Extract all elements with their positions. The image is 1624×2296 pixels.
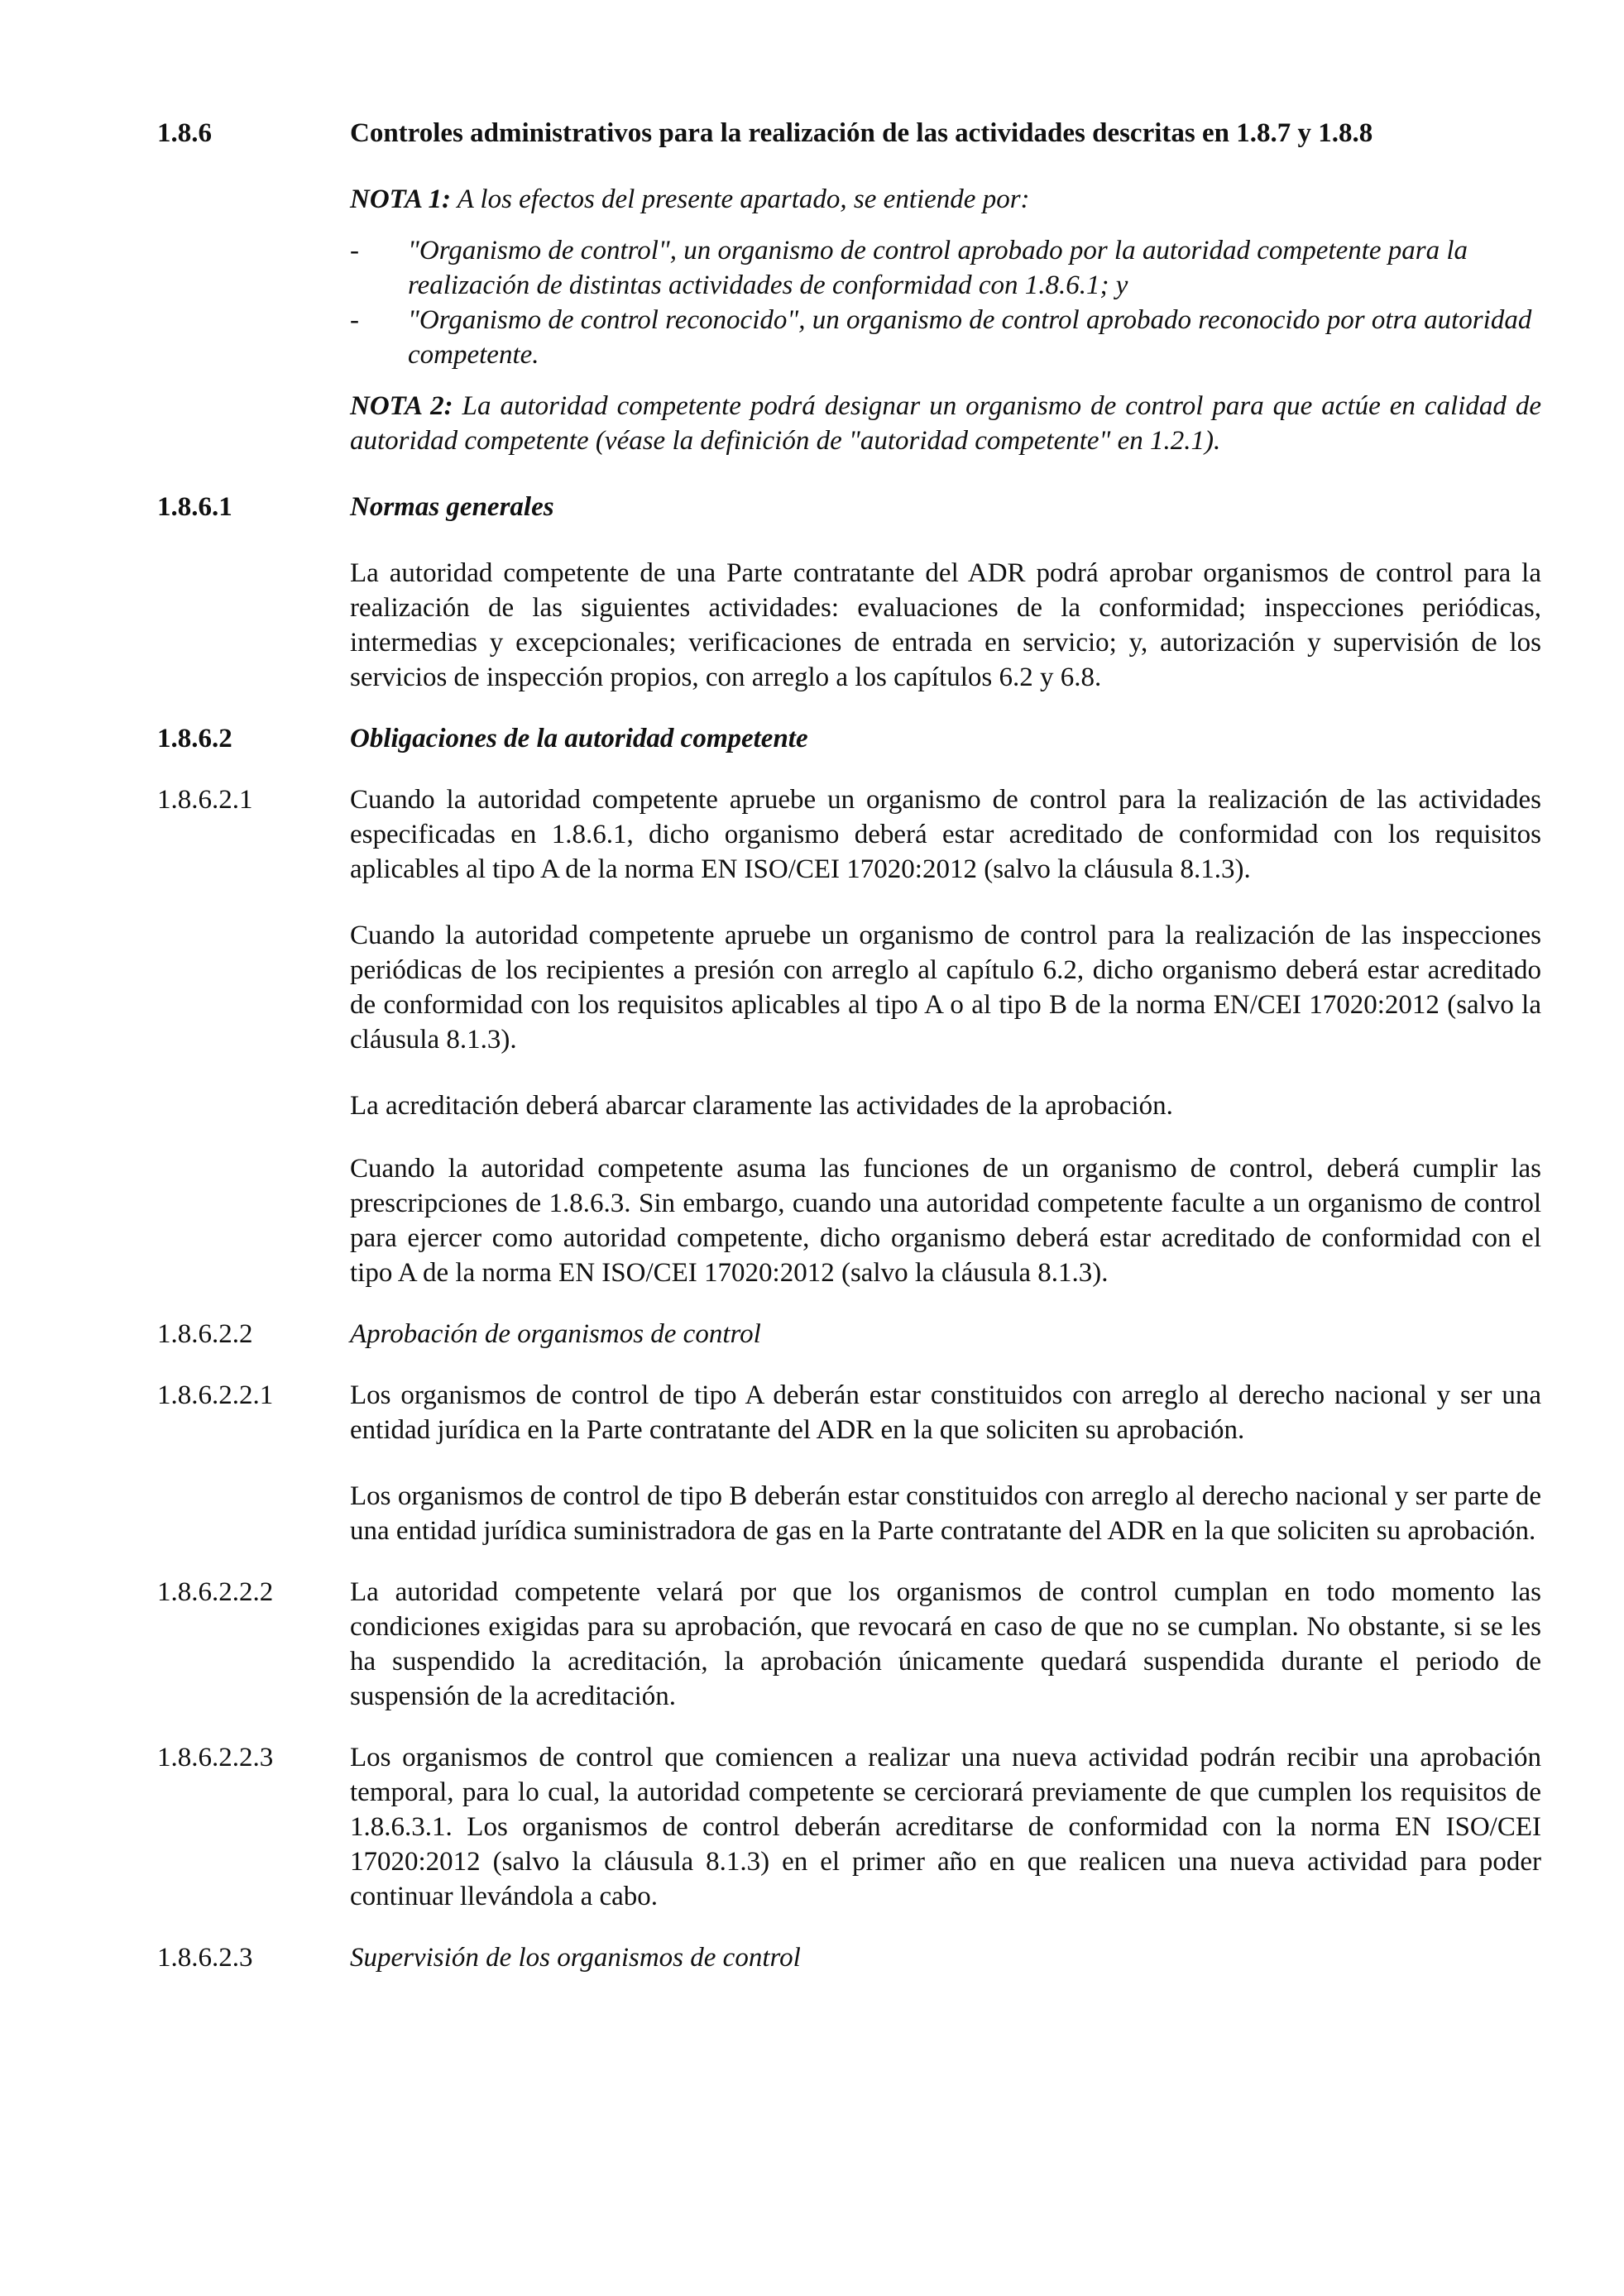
section-number: 1.8.6.2.2.2 — [157, 1577, 274, 1607]
section-number: 1.8.6.2.1 — [157, 785, 253, 815]
section-1-8-6-1-heading — [157, 490, 1541, 524]
section-number: 1.8.6.1 — [157, 492, 232, 522]
paragraph: Cuando la autoridad competente asuma las funciones de un organismo de control, deberá cumplir las prescripciones de 1.8.6.3. Sin embargo, cuando una autoridad competente faculte a un organismo de control para ejercer como autoridad competente, dicho organismo deberá estar acreditado de conformidad con el tipo A de la norma EN ISO/CEI 17020:2012 (salvo la cláusula 8.1.3). — [350, 1154, 1541, 1288]
note-1-text: A los efectos del presente apartado, se entiende por: — [450, 184, 1030, 214]
section-1-8-6-1-body — [157, 556, 1541, 695]
section-1-8-6-2-heading — [157, 721, 1541, 756]
section-1-8-6-2-3-heading — [157, 1940, 1541, 1975]
note-1-label: NOTA 1: — [350, 184, 451, 214]
section-number: 1.8.6 — [157, 118, 212, 148]
list-item: - "Organismo de control", un organismo de control aprobado por la autoridad competente para la realización de distintas actividades de conformidad con 1.8.6.1; y — [350, 236, 1468, 300]
section-1-8-6-2-2-3 — [157, 1740, 1541, 1914]
paragraph: Cuando la autoridad competente apruebe un organismo de control para la realización de las inspecciones periódicas de los recipientes a presión con arreglo al capítulo 6.2, dicho organismo deberá estar acreditado de conformidad con los requisitos aplicables al tipo A o al tipo B de la norma EN/CEI 17020:2012 (salvo la cláusula 8.1.3). — [350, 921, 1541, 1055]
section-title: Controles administrativos para la realización de las actividades descritas en 1.8.7 y 1.8.8 — [350, 118, 1373, 148]
note-2-text: La autoridad competente podrá designar un organismo de control para que actúe en calidad de autoridad competente (véase la definición de "autoridad competente" en 1.2.1). — [350, 391, 1541, 456]
section-title: Obligaciones de la autoridad competente — [350, 724, 808, 753]
section-number: 1.8.6.2.2 — [157, 1319, 253, 1349]
list-item: - "Organismo de control reconocido", un organismo de control aprobado reconocido por otra autoridad competente. — [350, 305, 1532, 370]
section-title: Normas generales — [350, 492, 554, 522]
section-number: 1.8.6.2.2.3 — [157, 1743, 274, 1772]
section-1-8-6-2-2-heading — [157, 1317, 1541, 1351]
note-1 — [157, 182, 1541, 372]
note-1-list — [350, 233, 1541, 372]
section-title: Supervisión de los organismos de control — [350, 1943, 801, 1973]
section-title: Aprobación de organismos de control — [350, 1319, 761, 1349]
note-2-label: NOTA 2: — [350, 391, 453, 421]
paragraph: Los organismos de control de tipo B deberán estar constituidos con arreglo al derecho nacional y ser parte de una entidad jurídica suministradora de gas en la Parte contratante del ADR en la que soliciten su aprobación. — [350, 1481, 1541, 1546]
section-number: 1.8.6.2.2.1 — [157, 1380, 274, 1410]
paragraph: La autoridad competente de una Parte contratante del ADR podrá aprobar organismos de control para la realización de las siguientes actividades: evaluaciones de la conformidad; inspecciones periódicas, intermedias y excepcionales; verificaciones de entrada en servicio; y, autorización y supervisión de los servicios de inspección propios, con arreglo a los capítulos 6.2 y 6.8. — [350, 558, 1541, 692]
section-1-8-6-2-2-1 — [157, 1378, 1541, 1447]
paragraph: La autoridad competente velará por que los organismos de control cumplan en todo momento las condiciones exigidas para su aprobación, que revocará en caso de que no se cumplan. No obstante, si se les ha suspendido la acreditación, la aprobación únicamente quedará suspendida durante el periodo de suspensión de la acreditación. — [350, 1577, 1541, 1711]
note-2 — [157, 389, 1541, 458]
section-1-8-6-2-2-2 — [157, 1575, 1541, 1714]
paragraph: Los organismos de control que comiencen a realizar una nueva actividad podrán recibir una aprobación temporal, para lo cual, la autoridad competente se cerciorará previamente de que cumplen los requisitos de 1.8.6.3.1. Los organismos de control deberán acreditarse de conformidad con la norma EN ISO/CEI 17020:2012 (salvo la cláusula 8.1.3) en el primer año en que realicen una nueva actividad para poder continuar llevándola a cabo. — [350, 1743, 1541, 1911]
paragraph: La acreditación deberá abarcar claramente las actividades de la aprobación. — [350, 1091, 1173, 1121]
section-1-8-6-2-1 — [157, 782, 1541, 887]
paragraph: Cuando la autoridad competente apruebe un organismo de control para la realización de las actividades especificadas en 1.8.6.1, dicho organismo deberá estar acreditado de conformidad con los requisitos aplicables al tipo A de la norma EN ISO/CEI 17020:2012 (salvo la cláusula 8.1.3). — [350, 785, 1541, 884]
section-1-8-6-heading — [157, 116, 1541, 151]
section-number: 1.8.6.2 — [157, 724, 232, 753]
paragraph: Los organismos de control de tipo A deberán estar constituidos con arreglo al derecho nacional y ser una entidad jurídica en la Parte contratante del ADR en la que soliciten su aprobación. — [350, 1380, 1541, 1445]
section-number: 1.8.6.2.3 — [157, 1943, 253, 1973]
